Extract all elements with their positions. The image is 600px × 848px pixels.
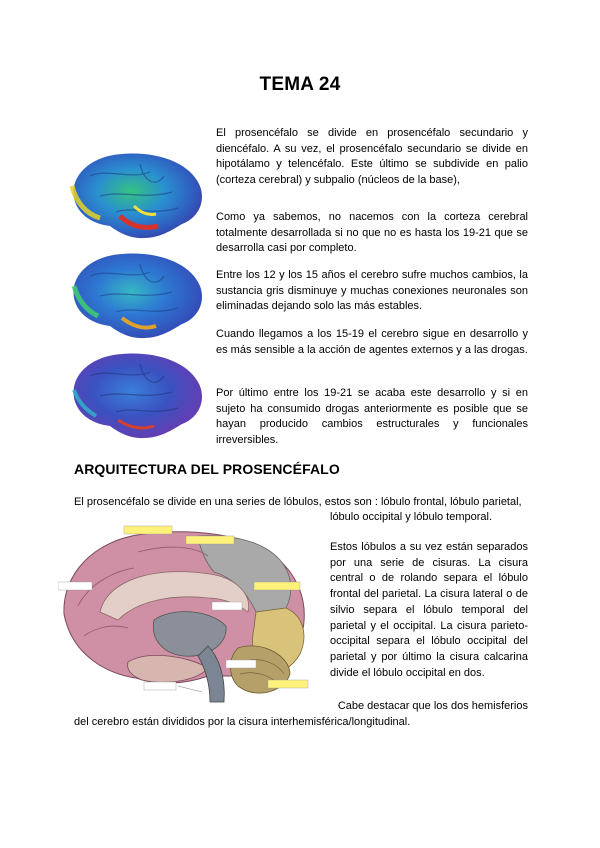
lobes-intro-line: El prosencéfalo se divide en una series de lóbulos, estos son : lóbulo frontal, lóbulo parietal, [74,496,522,508]
final-development-paragraph: Por último entre los 19-21 se acaba este desarrollo y si en sujeto ha consumido drogas anteriormente es posible que se hayan producido cambios estructurales y funcionales irreversibles. [216,387,528,447]
brain-development-image-3 [60,346,208,446]
closing-line-2: del cerebro están divididos por la cisura interhemisférica/longitudinal. [74,716,411,728]
adolescence-paragraph: Entre los 12 y los 15 años el cerebro sufre muchos cambios, la sustancia gris disminuye y muchas conexiones neuronales son eliminadas dejando solo las más estables. [216,269,528,313]
closing-line-1: Cabe destacar que los dos hemisferios [337,700,528,712]
fissures-paragraph: Estos lóbulos a su vez están separados por una serie de cisuras. La cisura central o de rolando separa el lóbulo frontal del parietal. La cisura lateral o de silvio separa el lóbulo temporal del parietal y el occipital. La cisura parieto-occipital separa el lóbulo occipital del parietal y por último la cisura calcarina divide el lóbulo occipital en dos. [330,541,528,679]
intro-paragraph: El prosencéfalo se divide en prosencéfalo secundario y diencéfalo. A su vez, el prosencéfalo secundario se divide en hipotálamo y telencéfalo. Este último se subdivide en palio (corteza cerebral) y subpalio (núcleos de la base), [216,127,528,187]
page-title: TEMA 24 [259,74,341,95]
brain-development-image-1 [60,146,208,246]
brain-development-image-2 [60,246,208,346]
brain-lobes-diagram [58,516,320,710]
lobes-intro-continuation: lóbulo occipital y lóbulo temporal. [330,511,493,523]
development-paragraph: Como ya sabemos, no nacemos con la corteza cerebral totalmente desarrollada si no que no es hasta los 19-21 que se desarrolla casi por completo. [216,211,528,255]
section-heading: ARQUITECTURA DEL PROSENCÉFALO [74,461,340,477]
sensitivity-paragraph: Cuando llegamos a los 15-19 el cerebro sigue en desarrollo y es más sensible a la acción de agentes externos y a las drogas. [216,328,528,356]
